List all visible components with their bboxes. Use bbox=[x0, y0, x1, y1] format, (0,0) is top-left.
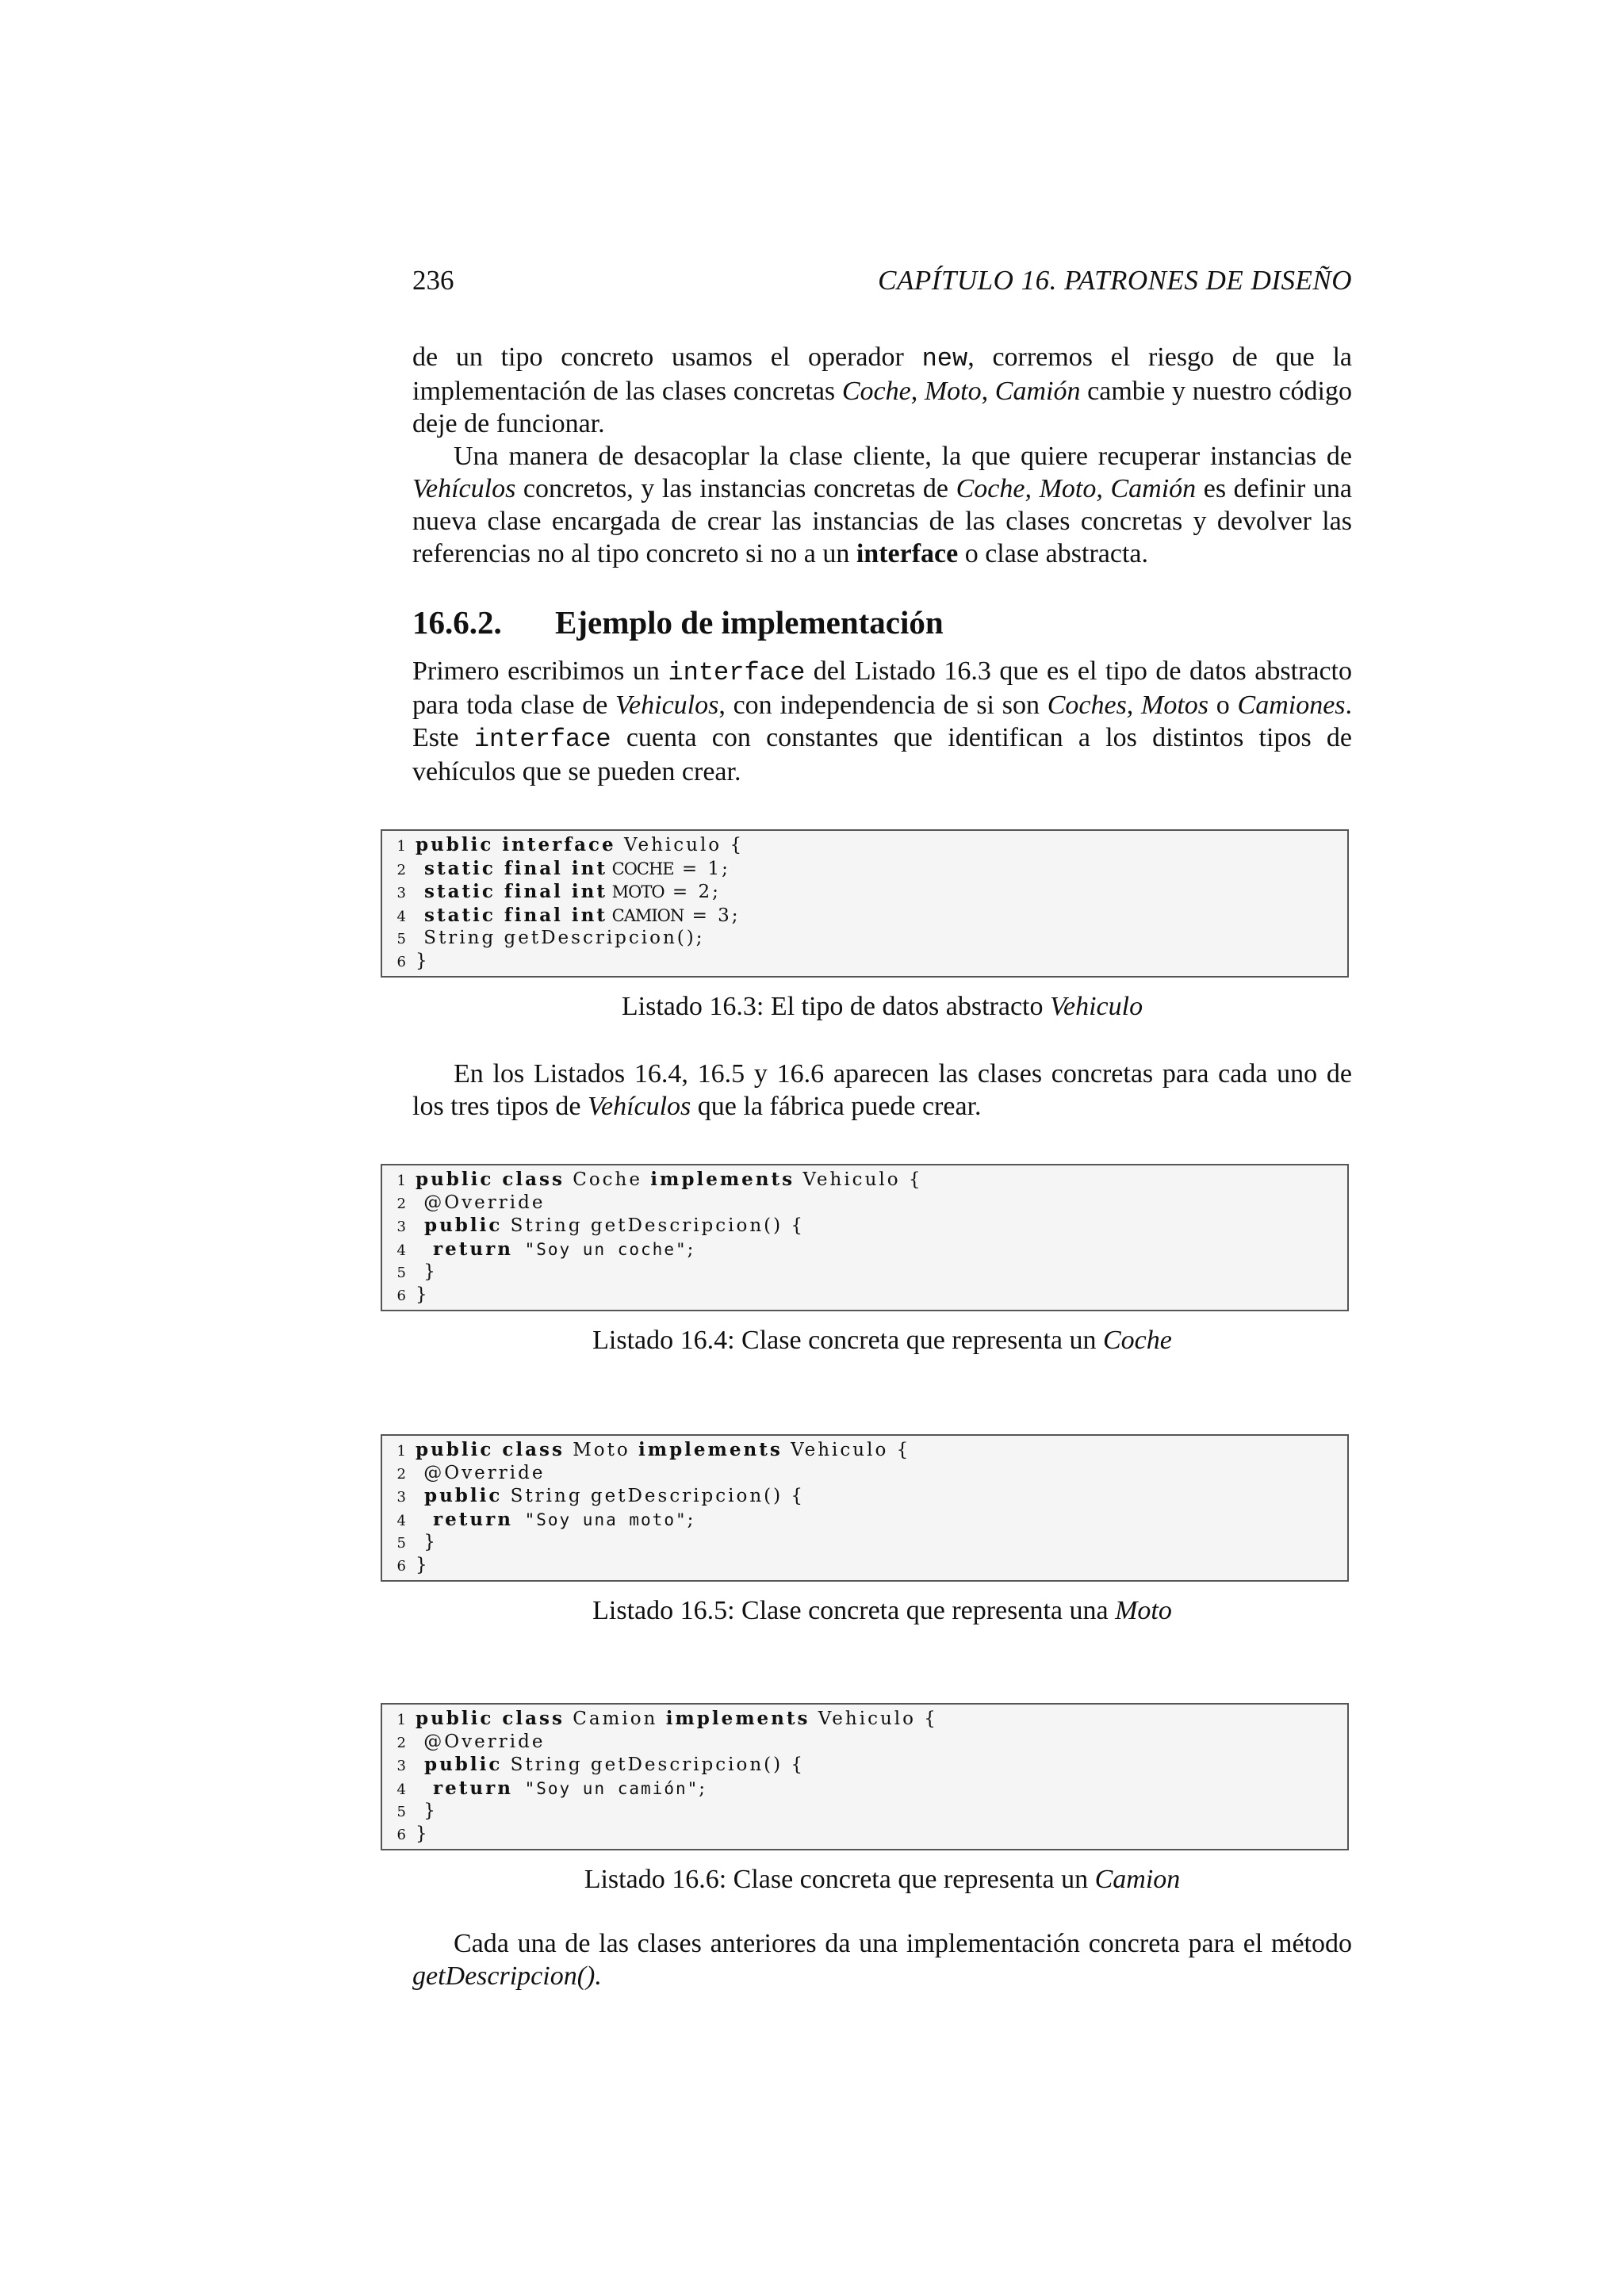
emphasis: Vehículos bbox=[587, 1092, 691, 1121]
paragraph-2 bbox=[412, 440, 1352, 570]
code-line bbox=[382, 1439, 1347, 1463]
line-number: 2 bbox=[396, 1734, 406, 1751]
section-title: Ejemplo de implementación bbox=[555, 604, 944, 641]
code-line bbox=[382, 1823, 1347, 1846]
code-line bbox=[382, 1777, 1347, 1801]
text: o clase abstracta. bbox=[958, 539, 1148, 568]
line-number: 5 bbox=[396, 1535, 406, 1552]
line-number: 2 bbox=[396, 861, 406, 878]
text: Una manera de desacoplar la clase cliente, la que quiere recuperar instancias de bbox=[454, 442, 1352, 471]
caption-emphasis: Vehiculo bbox=[1050, 992, 1143, 1021]
code-text: Vehiculo { bbox=[810, 1709, 938, 1729]
text: o bbox=[1208, 691, 1238, 720]
code-line bbox=[382, 1215, 1347, 1238]
text: de un tipo concreto usamos el operador bbox=[412, 342, 922, 372]
line-number: 1 bbox=[396, 1173, 406, 1189]
text: , con independencia de si son bbox=[718, 691, 1048, 720]
code-keyword: return bbox=[416, 1508, 513, 1530]
code-line bbox=[382, 1284, 1347, 1307]
line-number: 6 bbox=[396, 1287, 406, 1304]
text: Cada una de las clases anteriores da una implementación concreta para el método bbox=[454, 1929, 1352, 1958]
code-listing-16-4 bbox=[381, 1164, 1349, 1311]
line-number: 3 bbox=[396, 885, 406, 901]
text: del Listado 16.3 que es el tipo de datos abstracto para toda clase de bbox=[412, 656, 1352, 720]
inline-code: new bbox=[921, 344, 968, 373]
code-keyword: public class bbox=[416, 1439, 565, 1460]
line-number: 5 bbox=[396, 1265, 406, 1281]
text: cambie y nuestro código deje de funcionar. bbox=[412, 377, 1352, 438]
code-keyword: return bbox=[416, 1238, 513, 1260]
line-number: 1 bbox=[396, 1443, 406, 1460]
listing-caption bbox=[412, 1324, 1352, 1357]
emphasis: getDescripcion(). bbox=[412, 1961, 602, 1991]
code-keyword: static final int bbox=[416, 904, 607, 926]
code-keyword: public class bbox=[416, 1708, 565, 1729]
text: En los Listados 16.4, 16.5 y 16.6 aparecen las clases concretas para cada uno de los tres tipos de bbox=[412, 1059, 1352, 1121]
line-number: 3 bbox=[396, 1219, 406, 1235]
caption-text: Listado 16.4: Clase concreta que representa un bbox=[592, 1326, 1103, 1355]
section-heading bbox=[412, 603, 1352, 642]
code-keyword: implements bbox=[665, 1708, 810, 1729]
code-text: } bbox=[416, 1823, 430, 1844]
code-text: ; bbox=[699, 1777, 707, 1799]
code-listing-16-3 bbox=[381, 829, 1349, 978]
inline-code: interface bbox=[473, 725, 611, 754]
line-number: 1 bbox=[396, 1712, 406, 1728]
text: concretos, y las instancias concretas de bbox=[515, 474, 956, 503]
caption-text: Listado 16.6: Clase concreta que representa un bbox=[584, 1865, 1095, 1894]
line-number: 3 bbox=[396, 1758, 406, 1774]
code-text: } bbox=[416, 1261, 438, 1282]
text: que la fábrica puede crear. bbox=[691, 1092, 982, 1121]
emphasis: Vehículos bbox=[412, 474, 516, 503]
emphasis: Vehiculos bbox=[615, 691, 719, 720]
code-text: ; bbox=[687, 1509, 696, 1530]
caption-emphasis: Camion bbox=[1094, 1865, 1181, 1894]
listing-caption bbox=[412, 1594, 1352, 1627]
code-text: @Override bbox=[416, 1462, 546, 1483]
code-text: Moto bbox=[564, 1440, 639, 1460]
line-number: 4 bbox=[396, 1781, 406, 1798]
code-keyword: return bbox=[416, 1777, 513, 1799]
code-line bbox=[382, 1509, 1347, 1533]
code-keyword: public bbox=[416, 1754, 503, 1775]
text: es definir una nueva clase encargada de crear las instancias de las clases concretas y devolver las referencias no al tipo concreto si no a un bbox=[412, 474, 1352, 568]
code-line bbox=[382, 905, 1347, 928]
code-text: Vehiculo { bbox=[615, 835, 745, 855]
text: . Este bbox=[412, 691, 1353, 752]
caption-text: Listado 16.5: Clase concreta que representa una bbox=[592, 1596, 1116, 1625]
code-text: Coche bbox=[564, 1169, 651, 1190]
page-number: 236 bbox=[412, 265, 454, 296]
code-string: "Soy una moto" bbox=[512, 1510, 688, 1529]
code-string: "Soy un coche" bbox=[512, 1239, 688, 1259]
running-header bbox=[412, 265, 1352, 300]
page-content bbox=[396, 341, 1353, 1992]
code-line bbox=[382, 951, 1347, 974]
code-line bbox=[382, 1732, 1347, 1755]
paragraph-4 bbox=[412, 1058, 1352, 1123]
code-text: Vehiculo { bbox=[795, 1169, 923, 1190]
code-text: String getDescripcion() { bbox=[502, 1755, 806, 1775]
listing-caption bbox=[412, 1863, 1352, 1896]
line-number: 5 bbox=[396, 1804, 406, 1820]
code-text: } bbox=[416, 1284, 430, 1305]
code-line bbox=[382, 1238, 1347, 1262]
code-line bbox=[382, 834, 1347, 858]
code-keyword: public bbox=[416, 1485, 503, 1506]
caption-text: Listado 16.3: El tipo de datos abstracto bbox=[621, 992, 1051, 1021]
code-keyword: static final int bbox=[416, 881, 607, 902]
inline-code: interface bbox=[668, 658, 806, 687]
line-number: 4 bbox=[396, 908, 406, 925]
code-text: } bbox=[416, 1532, 438, 1552]
text: , corremos el riesgo de que la implementación de las clases concretas bbox=[412, 342, 1353, 406]
code-string: "Soy un camión" bbox=[512, 1778, 699, 1798]
code-line bbox=[382, 1754, 1347, 1777]
code-line bbox=[382, 1485, 1347, 1509]
code-text: = 3; bbox=[684, 905, 741, 926]
text: cuenta con constantes que identifican a los distintos tipos de vehículos que se pueden crear. bbox=[412, 723, 1352, 786]
code-keyword: implements bbox=[638, 1439, 783, 1460]
code-keyword: static final int bbox=[416, 857, 607, 879]
code-listing-16-6 bbox=[381, 1703, 1349, 1850]
code-line bbox=[382, 1708, 1347, 1732]
code-keyword: implements bbox=[650, 1169, 795, 1190]
line-number: 3 bbox=[396, 1489, 406, 1506]
paragraph-3 bbox=[412, 655, 1352, 788]
code-constant: COCHE bbox=[607, 859, 674, 878]
text: Primero escribimos un bbox=[412, 656, 668, 686]
code-text: = 2; bbox=[664, 882, 721, 902]
section-number: 16.6.2. bbox=[412, 604, 502, 641]
code-text: @Override bbox=[416, 1731, 546, 1752]
code-text: Vehiculo { bbox=[782, 1440, 911, 1460]
line-number: 4 bbox=[396, 1512, 406, 1529]
paragraph-5 bbox=[412, 1927, 1352, 1992]
code-keyword: public class bbox=[416, 1169, 565, 1190]
code-line bbox=[382, 1555, 1347, 1578]
code-line bbox=[382, 1532, 1347, 1555]
code-text: @Override bbox=[416, 1192, 546, 1213]
line-number: 6 bbox=[396, 1826, 406, 1843]
code-text: String getDescripcion() { bbox=[502, 1215, 806, 1236]
code-line bbox=[382, 1463, 1347, 1486]
line-number: 2 bbox=[396, 1465, 406, 1483]
listing-caption bbox=[412, 990, 1352, 1023]
code-line bbox=[382, 1800, 1347, 1823]
code-line bbox=[382, 1169, 1347, 1192]
chapter-title: CAPÍTULO 16. PATRONES DE DISEÑO bbox=[878, 265, 1352, 296]
code-keyword: public interface bbox=[416, 834, 616, 855]
code-text: = 1; bbox=[673, 858, 730, 879]
bold-term: interface bbox=[856, 539, 959, 568]
code-text: } bbox=[416, 1554, 430, 1575]
code-listing-16-5 bbox=[381, 1434, 1349, 1582]
code-line bbox=[382, 881, 1347, 905]
line-number: 6 bbox=[396, 1557, 406, 1575]
paragraph-1 bbox=[412, 341, 1352, 440]
code-text: } bbox=[416, 1800, 438, 1821]
code-line bbox=[382, 1192, 1347, 1215]
caption-emphasis: Moto bbox=[1115, 1596, 1172, 1625]
code-line bbox=[382, 1261, 1347, 1284]
code-constant: MOTO bbox=[607, 882, 665, 901]
line-number: 6 bbox=[396, 953, 406, 970]
emphasis: Coches, Motos bbox=[1047, 691, 1209, 720]
code-line bbox=[382, 928, 1347, 951]
code-text: } bbox=[416, 950, 430, 971]
line-number: 1 bbox=[396, 838, 406, 855]
emphasis: Coche, Moto, Camión bbox=[956, 474, 1197, 503]
emphasis: Camiones bbox=[1237, 691, 1346, 720]
line-number: 4 bbox=[396, 1242, 406, 1259]
caption-emphasis: Coche bbox=[1103, 1326, 1172, 1355]
emphasis: Coche, Moto, Camión bbox=[841, 377, 1081, 406]
line-number: 5 bbox=[396, 931, 406, 947]
code-text: String getDescripcion(); bbox=[416, 928, 705, 948]
code-line bbox=[382, 858, 1347, 882]
code-text: String getDescripcion() { bbox=[502, 1486, 806, 1506]
code-text: ; bbox=[687, 1238, 696, 1260]
code-keyword: public bbox=[416, 1215, 503, 1236]
code-text: Camion bbox=[564, 1709, 666, 1729]
line-number: 2 bbox=[396, 1195, 406, 1212]
code-constant: CAMION bbox=[607, 905, 684, 925]
